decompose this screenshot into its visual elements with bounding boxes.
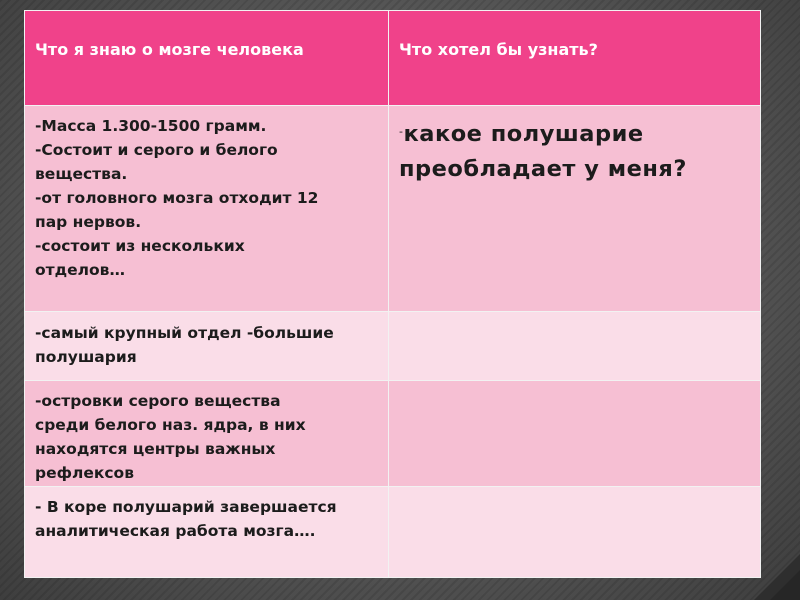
- row3-line: находятся центры важных: [35, 440, 276, 458]
- row1-line: -состоит из нескольких: [35, 237, 245, 255]
- table-row: [25, 381, 761, 487]
- row3-line: рефлексов: [35, 464, 135, 482]
- row1-line: отделов…: [35, 261, 125, 279]
- row4-question-cell: [389, 487, 761, 578]
- table-row: [25, 487, 761, 578]
- row1-line: пар нервов.: [35, 213, 142, 231]
- row2-question-cell: [389, 312, 761, 381]
- row4-line: аналитическая работа мозга….: [35, 522, 316, 540]
- row2-line: -самый крупный отдел -большие: [35, 324, 334, 342]
- header-known: Что я знаю о мозге человека: [25, 11, 389, 106]
- row1-question-cell: [389, 106, 761, 312]
- row3-line: среди белого наз. ядра, в них: [35, 416, 306, 434]
- row1-known-cell: [25, 106, 389, 312]
- table-row: [25, 312, 761, 381]
- row2-known-cell: [25, 312, 389, 381]
- row1-line: -Состоит и серого и белого: [35, 141, 278, 159]
- row1-line: -от головного мозга отходит 12: [35, 189, 319, 207]
- row3-question-cell: [389, 381, 761, 487]
- row2-line: полушария: [35, 348, 137, 366]
- question-line: преобладает у меня?: [399, 156, 687, 182]
- table-header-row: [25, 11, 761, 106]
- row3-known-cell: [25, 381, 389, 487]
- knowledge-table: [24, 10, 761, 578]
- row4-line: - В коре полушарий завершается: [35, 498, 337, 516]
- question-dash: -: [399, 125, 404, 138]
- row3-line: -островки серого вещества: [35, 392, 281, 410]
- question-line: [399, 114, 750, 152]
- question-line-1-text: какое полушарие: [403, 121, 644, 147]
- header-want-to-know: Что хотел бы узнать?: [389, 11, 761, 106]
- table-row: [25, 106, 761, 312]
- row1-line: -Масса 1.300-1500 грамм.: [35, 117, 267, 135]
- page-corner-decoration-inner: [770, 570, 800, 600]
- row1-line: вещества.: [35, 165, 128, 183]
- row4-known-cell: [25, 487, 389, 578]
